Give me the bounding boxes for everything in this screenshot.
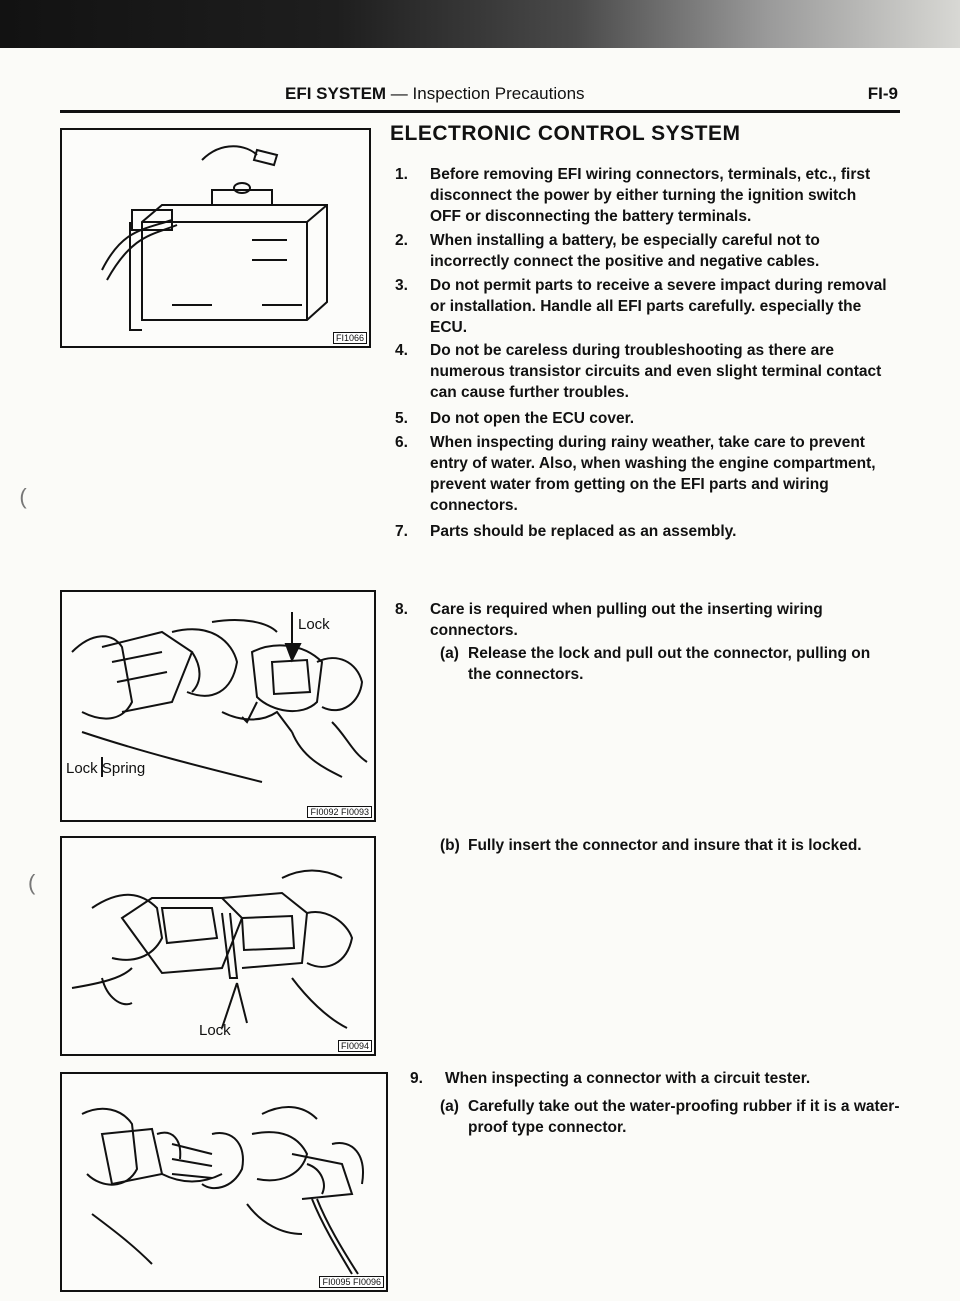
scan-mark: ( [28, 870, 36, 895]
item-number: 3. [395, 277, 408, 294]
list-item-1 [395, 164, 890, 227]
sub-item-text: Fully insert the connector and insure that it is locked. [468, 837, 862, 854]
figure-code: FI1066 [333, 332, 367, 344]
battery-illustration [62, 130, 369, 346]
item-number: 4. [395, 342, 408, 359]
figure-code: FI0094 [338, 1040, 372, 1052]
sub-item-8b [440, 835, 900, 856]
sub-item-text: Carefully take out the water-proofing rubber if it is a water-proof type connector. [468, 1098, 900, 1136]
sub-item-9a [440, 1096, 900, 1138]
item-text: Do not be careless during troubleshooting as there are numerous transistor circuits and even slight terminal contact can cause further troubles. [430, 342, 882, 401]
sub-item-number: (b) [440, 837, 460, 854]
header-subtitle: Inspection Precautions [412, 84, 585, 103]
item-number: 9. [410, 1070, 423, 1087]
list-item-5 [395, 408, 890, 429]
waterproof-connector-illustration [62, 1074, 386, 1290]
figure-waterproof-connector [60, 1072, 388, 1292]
page-header [60, 84, 900, 114]
list-item-6 [395, 432, 890, 516]
item-number: 1. [395, 166, 408, 183]
item-text: Care is required when pulling out the inserting wiring connectors. [430, 601, 823, 639]
header-system: EFI SYSTEM [285, 84, 387, 103]
item-number: 7. [395, 523, 408, 540]
list-item-4 [395, 340, 890, 403]
sub-item-number: (a) [440, 645, 459, 662]
header-rule [60, 110, 900, 113]
header-dash: — [386, 84, 413, 103]
label-lock-spring: Lock Spring [66, 760, 146, 777]
item-number: 5. [395, 410, 408, 427]
item-number: 2. [395, 232, 408, 249]
figure-code: FI0092 FI0093 [307, 806, 372, 818]
figure-lock [60, 836, 376, 1056]
item-text: When installing a battery, be especially careful not to incorrectly connect the positive and negative cables. [430, 232, 820, 270]
item-number: 6. [395, 434, 408, 451]
sub-item-text: Release the lock and pull out the connector, pulling on the connectors. [468, 645, 871, 683]
scanned-top-band [0, 0, 960, 48]
scan-mark: ( [15, 484, 27, 509]
list-item-8 [395, 599, 890, 641]
list-item-7 [395, 521, 890, 542]
item-text: Before removing EFI wiring connectors, terminals, etc., first disconnect the power by either turning the ignition switch OFF or disconnecting the battery terminals. [430, 166, 871, 225]
list-item-3 [395, 275, 890, 338]
header-title [285, 84, 585, 104]
sub-item-8a [440, 643, 895, 685]
figure-lock-spring [60, 590, 376, 822]
item-number: 8. [395, 601, 408, 618]
figure-code: FI0095 FI0096 [319, 1276, 384, 1288]
list-item-2 [395, 230, 890, 272]
label-lock: Lock [199, 1022, 231, 1039]
label-lock: Lock [298, 616, 330, 633]
item-text: Parts should be replaced as an assembly. [430, 523, 737, 540]
page-number: FI-9 [867, 84, 898, 103]
item-text: When inspecting a connector with a circuit tester. [445, 1070, 811, 1087]
item-text: Do not permit parts to receive a severe impact during removal or installation. Handle all EFI parts carefully. especially the ECU. [430, 277, 887, 336]
list-item-9 [410, 1068, 890, 1089]
figure-battery [60, 128, 371, 348]
section-title: ELECTRONIC CONTROL SYSTEM [390, 122, 741, 145]
item-text: When inspecting during rainy weather, take care to prevent entry of water. Also, when washing the engine compartment, prevent water from getting on the EFI parts and wiring connectors. [430, 434, 876, 514]
sub-item-number: (a) [440, 1098, 459, 1115]
item-text: Do not open the ECU cover. [430, 410, 635, 427]
